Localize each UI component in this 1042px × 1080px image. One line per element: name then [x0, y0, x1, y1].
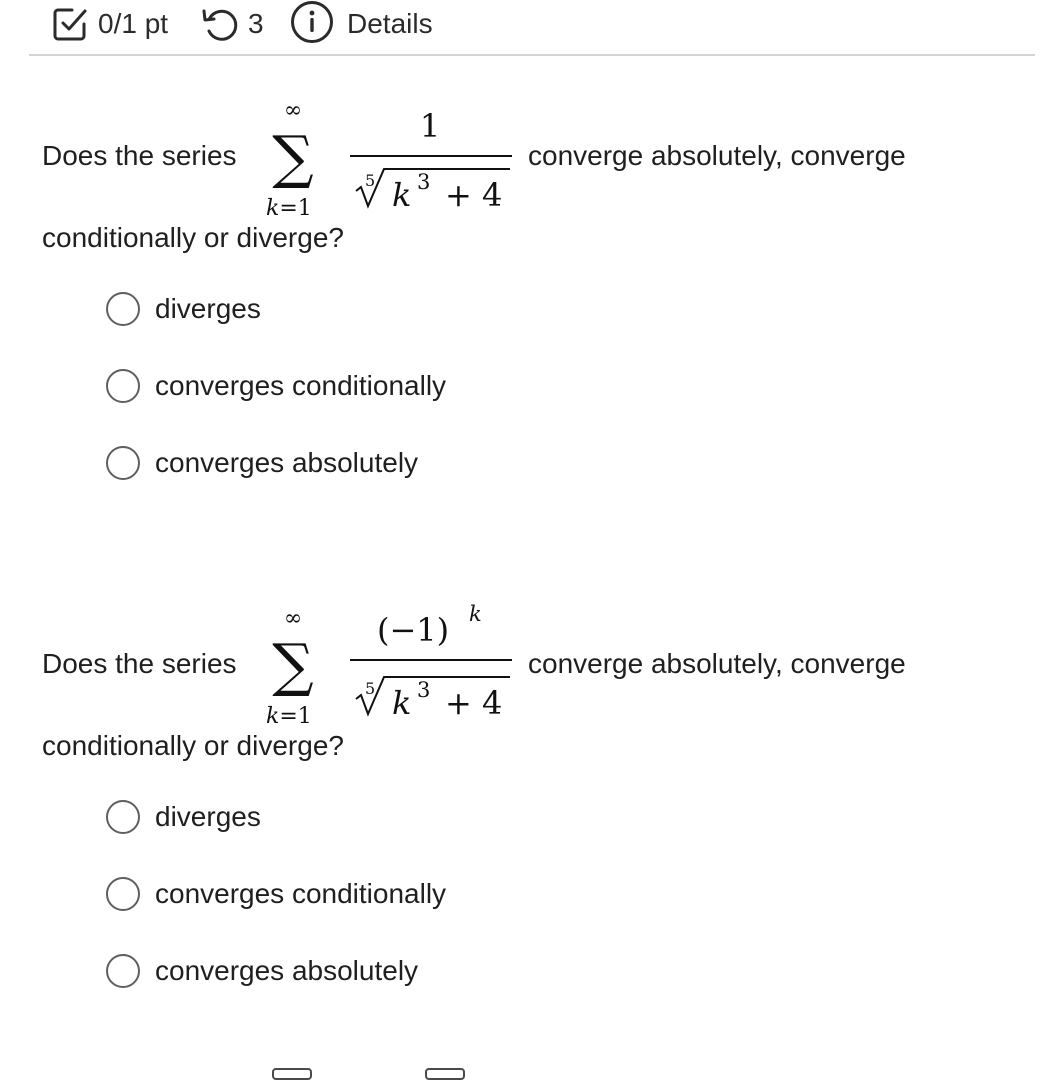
details-label: Details [347, 8, 433, 39]
question-prompt-continued: converge absolutely, converge [528, 648, 906, 679]
option-label: converges absolutely [155, 447, 419, 478]
option-label: diverges [155, 293, 261, 324]
option-label: converges conditionally [155, 370, 447, 401]
question-1 [0, 0, 1042, 478]
answer-option-converges-conditionally[interactable] [106, 872, 446, 916]
question-prompt: Does the series [42, 140, 237, 171]
radio-button[interactable] [106, 954, 140, 988]
answer-option-diverges[interactable] [106, 287, 261, 331]
sum-lower-var: k [266, 196, 280, 221]
radicand-exp: 3 [417, 170, 431, 194]
option-label: converges conditionally [155, 878, 447, 909]
numerator: 1 [419, 107, 441, 145]
svg-text:k [392, 176, 411, 214]
sum-lower-eq: =1 [279, 196, 312, 221]
sum-lower-eq: =1 [279, 704, 312, 729]
fraction-bar [350, 155, 512, 157]
sigma-symbol: ∑ [272, 631, 314, 699]
radio-button[interactable] [106, 292, 140, 326]
radicand-base: k [392, 684, 412, 722]
radicand-rest: + 4 [445, 176, 503, 214]
root-index: 5 [365, 679, 376, 698]
numerator-base: (−1) [377, 611, 450, 649]
radicand-rest: + 4 [445, 684, 503, 722]
answer-option-converges-conditionally[interactable] [106, 364, 446, 408]
svg-text:k=1 [266, 196, 312, 221]
answer-option-diverges[interactable] [106, 795, 261, 839]
radio-button[interactable] [106, 800, 140, 834]
series-formula [255, 95, 520, 225]
question-prompt-continued: converge absolutely, converge [528, 140, 906, 171]
sum-upper-limit: ∞ [283, 606, 303, 631]
fraction-bar [350, 659, 512, 661]
question-2 [0, 508, 1042, 986]
root-index: 5 [365, 171, 376, 190]
svg-text:k=1 [266, 704, 312, 729]
radicand-exp: 3 [417, 678, 431, 702]
question-prompt: Does the series [42, 648, 237, 679]
series-formula [255, 603, 520, 733]
sigma-symbol: ∑ [272, 123, 314, 191]
sum-lower-var: k [266, 704, 280, 729]
svg-text:k [392, 684, 411, 722]
bottom-control-partial[interactable] [272, 1068, 312, 1080]
score-text: 0/1 pt [98, 8, 169, 39]
attempts-text: 3 [248, 8, 264, 39]
answer-option-converges-absolutely[interactable] [106, 441, 418, 485]
radio-button[interactable] [106, 369, 140, 403]
option-label: converges absolutely [155, 955, 419, 986]
radicand-base: k [392, 176, 412, 214]
sum-upper-limit: ∞ [283, 98, 303, 123]
question-prompt-end: conditionally or diverge? [42, 730, 344, 761]
bottom-control-partial[interactable] [425, 1068, 465, 1080]
answer-option-converges-absolutely[interactable] [106, 949, 418, 993]
radio-button[interactable] [106, 446, 140, 480]
option-label: diverges [155, 801, 261, 832]
question-prompt-end: conditionally or diverge? [42, 222, 344, 253]
numerator-exp: k [469, 603, 482, 626]
radio-button[interactable] [106, 877, 140, 911]
